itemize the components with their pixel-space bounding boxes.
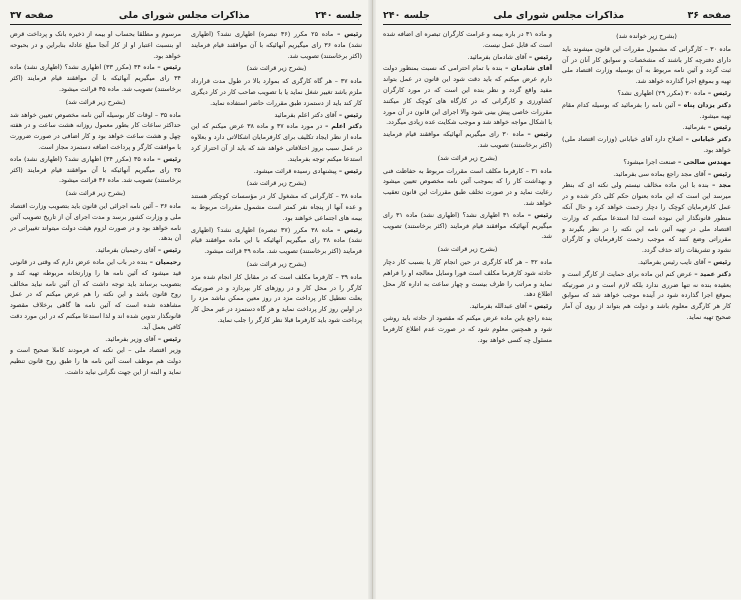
speaker-paragraph [191, 110, 362, 121]
speaker-name: دکتر خیابانی – [682, 135, 731, 144]
reading-note: (بشرح زیر قرائت شد) [246, 179, 307, 188]
speaker-paragraph [191, 225, 362, 257]
reading-note: (بشرح زیر خوانده شد) [616, 32, 677, 40]
reading-note: (بشرح زیر قرائت شد) [246, 259, 307, 268]
speech-text: ماده ۳۵ (مکرر ۳۴) اظهاری نشد؟ (اظهاری نشد) ماده ۳۵ رای میگیریم آنهائیکه با آن موافقند قیام فرمایند (اکثر برخاستند) تصویب شد. ماده ۳۶ قرائت میشود. [10, 154, 181, 185]
speaker-paragraph [562, 169, 731, 180]
speaker-paragraph [562, 100, 731, 122]
speech-text: آقای شادمان بفرمائید. [467, 52, 527, 61]
left-page-columns [10, 29, 362, 600]
speaker-paragraph [562, 122, 731, 133]
right-page-left-column [383, 29, 552, 600]
speaker-name: رئیس – [333, 30, 362, 38]
speaker-paragraph [383, 63, 552, 128]
speaker-name: رئیس – [336, 166, 362, 175]
speech-text: آقای عبدالله بفرمائید. [469, 302, 527, 311]
speaker-name: رئیس – [336, 110, 362, 119]
speech-text: ماده ۳۱ اظهاری نشد؟ (اظهاری نشد) ماده ۳۱ رای میگیریم آنهائیکه موافقند قیام فرمایند (اکثر برخاستند) تصویب شد. [383, 210, 552, 241]
speech-text: آقای دکتر اعلم بفرمائید [274, 110, 337, 119]
right-page-title: مذاکرات مجلس شورای ملی [493, 9, 625, 21]
body-paragraph: مرسوم و مطلقا بحساب او بیمه از ذخیره بانک و پرداخت قرض او بنسبت اعتبار او از کار آنجا مبلغ عادله بنابراین و در بحبوحه خواهد بود. [10, 30, 181, 60]
speech-text: بفرمائید. [682, 123, 706, 132]
left-page-number: صفحه ۳۷ [10, 9, 54, 21]
speaker-paragraph [562, 257, 731, 268]
speech-text: بنده با این ماده مخالف نیستم ولی نکته ای که بنظر میرسد این است که این ماده بعنوان حکم کلی ذکر شده و در عمل کارفرمایان کوچک را دچار زحمت خواهد کرد و حال آنکه منظور قانونگذار این نبوده است لذا استدعا میکنم که وزارت اقتصاد ملی در تهیه آئین نامه این نکته را در نظر بگیرند و مقرراتی وضع کنند که موجب زحمت کارفرمایان و کارگران نشود و تشریفات زائد حذف گردد. [562, 181, 731, 255]
speaker-name: رحیمیان – [147, 257, 181, 266]
speech-text: آقای نایب رئیس بفرمائید. [638, 257, 706, 266]
speaker-name: مهندس صالحی – [675, 157, 731, 166]
speaker-paragraph [383, 210, 552, 242]
speaker-name: دکتر اعلم – [322, 122, 362, 131]
speaker-paragraph [10, 334, 181, 345]
speaker-paragraph [10, 154, 181, 186]
speaker-paragraph [10, 62, 181, 94]
body-paragraph: و ماده ۳۱ در باره بیمه و غرامت کارگران تبصره ای اضافه شده است که قابل عمل نیست. [383, 30, 552, 49]
speaker-paragraph [562, 180, 731, 256]
right-page [372, 0, 741, 599]
speaker-name: دکتر یزدان پناه – [675, 100, 731, 109]
reading-note: (بشرح زیر قرائت شد) [437, 245, 498, 254]
body-paragraph: ماده ۳۲ – هر گاه کارگری در حین انجام کار یا بسبب کار دچار حادثه شود کارفرما مکلف است فورا وسایل معالجه او را فراهم نماید و مراتب را ظرف بیست و چهار ساعت به اداره کار محل اطلاع دهد. [383, 257, 552, 299]
speech-text: در مورد ماده ۳۷ و ماده ۳۸ عرض میکنم که این ماده از نظر ایجاد تکلیف برای کارفرمایان اشکالاتی دارد و بعلاوه در عمل سبب بروز اختلافاتی خواهد شد که باید از آن احتراز کرد استدعا میکنم توجه بفرمایند. [191, 122, 362, 163]
speaker-paragraph [383, 301, 552, 312]
speaker-name: رئیس – [154, 154, 181, 163]
speech-text: بنده با تمام احترامی که نسبت بمنظور دولت دارم عرض میکنم که باید دقت شود این قانون در عمل بتواند مفید واقع گردد و نظر بنده این است که در مورد کارگران کشاورزی و کارگرانی که در کارگاه های کوچک کار میکنند مقررات خاصی پیش بینی شود والا اجرای این قانون در آن مورد با اشکال مواجه خواهد شد و موجب شکایت عده زیادی میگردد. [383, 64, 552, 127]
speaker-name: رئیس – [526, 302, 552, 311]
speech-text: آقای مجد راجع بماده سی بفرمائید. [613, 169, 706, 178]
speaker-paragraph [562, 134, 731, 156]
body-paragraph: ماده ۳۱ – کارفرما مکلف است مقررات مربوط به حفاظت فنی و بهداشت کار را که بموجب آئین نامه مخصوص تعیین میشود رعایت نماید و در صورت تخلف طبق مقررات این قانون تعقیب خواهد شد. [383, 166, 552, 207]
speaker-name: رئیس – [333, 225, 362, 234]
reading-note: (بشرح زیر قرائت شد) [246, 64, 307, 73]
speech-text: آقای وزیر بفرمائید. [105, 334, 156, 343]
speaker-name: رئیس – [524, 130, 552, 139]
left-page-title: مذاکرات مجلس شورای ملی [118, 9, 250, 21]
speaker-paragraph [191, 29, 362, 61]
speech-text: عرض کنم این ماده برای حمایت از کارگر است و بعقیده بنده نه تنها ضرری ندارد بلکه لازم است و در صورتیکه بموقع اجرا گذارده شود در آینده موجب خواهد شد که سوابق کار هر کارگری معلوم باشد و دولت هم بتواند از روی آن آمار صحیح تهیه نماید. [562, 269, 731, 321]
reading-note: (بشرح زیر قرائت شد) [437, 153, 498, 162]
speaker-name: آقای شادمان – [502, 64, 552, 73]
speaker-name: رئیس – [705, 257, 731, 266]
speaker-name: رئیس – [705, 123, 731, 132]
speech-text: بنده در باب این ماده عرض دارم که وقتی در قانونی قید میشود که آئین نامه ها را وزارتخانه مربوطه تهیه کند و بتصویب برساند باید توجه داشت که آن آئین نامه نباید مخالف روح قانون باشد و این نکته را هم عرض میکنم که در عمل مشاهده شده است که آئین نامه ها گاهی برخلاف مقصود قانونگذار تدوین شده اند و لذا استدعا میکنم که در این مورد دقت کافی بعمل آید. [10, 257, 181, 331]
body-paragraph: ماده ۳۷ – هر گاه کارگری که بموارد بالا در طول مدت قرارداد ملزم باشد تغییر شغل نماید یا با تصویب صاحب کار در کار دیگری کار کند باید از دستمزد طبق مقررات حاضر استفاده نماید. [191, 77, 362, 107]
reading-note: (بشرح زیر قرائت شد) [65, 189, 126, 198]
body-paragraph: ماده ۳۹ – کارفرما مکلف است که در مقابل کار انجام شده مزد کارگر را در محل کار و در روزهای کار بپردازد و در صورتیکه بعلت تعطیل کار پرداخت مزد در روز معین ممکن نباشد مزد را در اولین روز کار پرداخت نماید و هر گاه دستمزد در غیر محل کار پرداخت شود باید کارفرما قبلا نظر کارگر را جلب نماید. [191, 272, 362, 324]
speaker-paragraph [10, 257, 181, 333]
body-paragraph: ماده ۳۵ – اوقات کار بوسیله آئین نامه مخصوص تعیین خواهد شد حداکثر ساعات کار بطور معمول روزانه هشت ساعت و در هفته چهل و هشت ساعت خواهد بود و کار اضافی در صورت ضرورت با موافقت کارگر و پرداخت اضافه دستمزد مجاز است. [10, 110, 181, 151]
speech-text: آئین نامه را بفرمائید که بوسیله کدام مقام تهیه میشود. [562, 100, 731, 120]
right-page-number: صفحه ۳۶ [687, 9, 731, 21]
speaker-name: دکتر عمید – [692, 269, 731, 278]
reading-note: (بشرح زیر قرائت شد) [65, 97, 126, 106]
body-paragraph: ماده ۳۶ – آئین نامه اجرائی این قانون باید بتصویب وزارت اقتصاد ملی و وزارت کشور برسد و مدت اجرای آن از تاریخ تصویب آئین نامه خواهد بود و در صورت لزوم هیئت دولت میتواند تغییراتی در آن بدهد. [10, 201, 181, 243]
speech-text: ماده ۳۴ (مکرر ۳۳) اظهاری نشد؟ (اظهاری نشد) ماده ۳۴ رای میگیریم آنهائیکه با آن موافقند قیام فرمایند (اکثر برخاستند) تصویب شد. ماده ۳۵ قرائت میشود. [10, 63, 181, 93]
speaker-name: رئیس – [524, 210, 552, 219]
speaker-paragraph [562, 88, 731, 99]
left-page-right-column [191, 29, 362, 600]
body-paragraph: بنده راجع باین ماده عرض میکنم که مقصود از حادثه باید روشن شود و همچنین معلوم شود که در صورت عدم اطلاع کارفرما مسئول چه کسی خواهد بود. [383, 313, 552, 344]
speaker-name: رئیس – [154, 63, 181, 72]
speaker-paragraph [562, 157, 731, 168]
speech-text: اصلاح دارد آقای خیابانی (وزارت اقتصاد ملی) خواهد بود. [562, 135, 731, 154]
left-session-label: جلسه ۲۴۰ [315, 9, 362, 21]
right-page-right-column [562, 29, 731, 600]
speech-text: ماده ۳۰ رای میگیریم آنهائیکه موافقند قیام فرمایند (اکثر برخاستند) تصویب شد. [383, 130, 552, 149]
speaker-name: رئیس – [155, 246, 181, 255]
speaker-paragraph [10, 245, 181, 256]
speech-text: ماده ۲۵ مکرر (۳۶ تبصره) اظهاری نشد؟ (اظهاری نشد) ماده ۳۶ رای میگیریم آنهائیکه با آن موافقند قیام فرمایند (اکثر برخاستند) تصویب شد. [191, 30, 362, 60]
speaker-paragraph [191, 121, 362, 164]
body-paragraph: ماده ۳۰ – کارگرانی که مشمول مقررات این قانون میشوند باید دارای دفترچه کار باشند که مشخصات و سوابق کار آنان در آن ثبت گردد و آئین نامه مربوط به آن بوسیله وزارت اقتصاد ملی تهیه و بموقع اجرا گذارده خواهد شد. [562, 44, 731, 86]
left-page-header [10, 6, 362, 25]
right-session-label: جلسه ۲۴۰ [383, 9, 430, 21]
speaker-name: رئیس – [705, 88, 731, 97]
speaker-paragraph [383, 52, 552, 63]
speaker-name: رئیس – [155, 334, 181, 343]
speaker-paragraph [562, 269, 731, 323]
right-page-header [383, 6, 731, 25]
speaker-paragraph [191, 166, 362, 177]
speaker-name: مجد – [708, 181, 731, 190]
speech-text: ماده ۳۰ (مکرر ۲۹) اظهاری نشد؟ [617, 88, 706, 97]
speech-text: ماده ۳۸ مکرر (۳۷ تبصره) اظهاری نشد؟ (اظهاری نشد) ماده ۳۸ رای میگیریم آنهائیکه با این ماده موافقند قیام فرمایند (اکثر برخاستند) تصویب شد. ماده ۳۹ قرائت میشود. [191, 225, 362, 256]
speaker-name: رئیس – [705, 169, 731, 178]
speaker-name: رئیس – [526, 52, 552, 61]
left-page-left-column [10, 29, 181, 600]
speech-text: پیشنهادی رسیده قرائت میشود. [253, 166, 337, 175]
speech-text: آقای رحیمیان بفرمائید. [95, 246, 156, 255]
body-paragraph: ماده ۳۸ – کارگرانی که مشغول کار در مؤسسات کوچکتر هستند و عده آنها از پنجاه نفر کمتر است مشمول مقررات مربوط به بیمه های اجتماعی خواهند بود. [191, 192, 362, 222]
speech-text: صنعت اجرا میشود؟ [623, 157, 676, 166]
right-page-columns [383, 29, 731, 600]
body-paragraph: وزیر اقتصاد ملی – این نکته که فرمودند کاملا صحیح است و دولت هم موظف است آئین نامه ها را طبق روح قانون تنظیم نماید و البته از این جهت نگرانی نباید داشت. [10, 346, 181, 376]
speaker-paragraph [383, 129, 552, 151]
